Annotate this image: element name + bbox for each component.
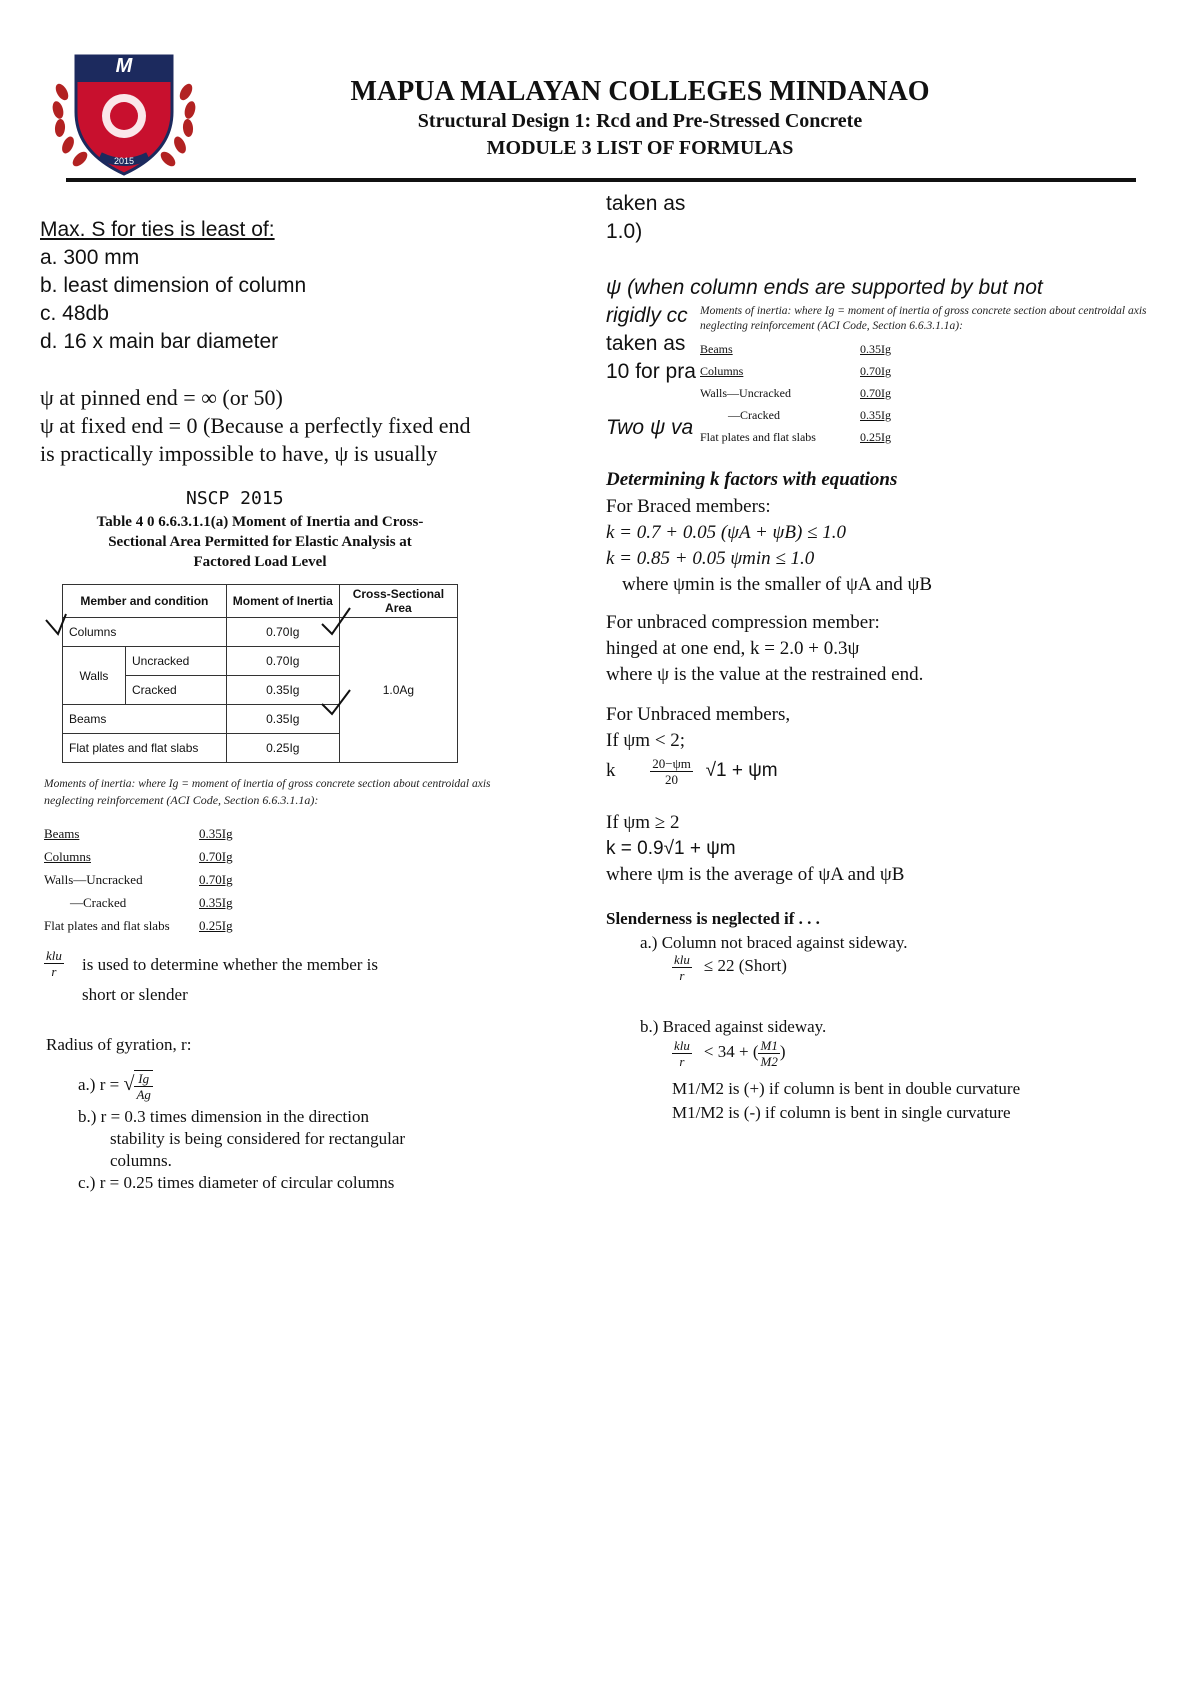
overlay-caption-line2: neglecting reinforcement (ACI Code, Section 6.6.3.1.1a): bbox=[700, 320, 963, 332]
klu-text-line2: short or slender bbox=[82, 985, 188, 1004]
list-item: Walls—Uncracked 0.70Ig bbox=[44, 872, 233, 887]
row-walls-member: Walls bbox=[63, 647, 126, 705]
psi-fixed-line1: ψ at fixed end = 0 (Because a perfectly fixed end bbox=[40, 413, 471, 438]
row-flatplates-member: Flat plates and flat slabs bbox=[63, 734, 227, 763]
psi-fixed-line2: is practically impossible to have, ψ is usually bbox=[40, 441, 438, 466]
nscp-handwritten-note: NSCP 2015 bbox=[186, 488, 284, 509]
inertia-caption-line2: neglecting reinforcement (ACI Code, Section 6.6.3.1.1a): bbox=[44, 793, 319, 807]
inertia-caption bbox=[44, 776, 524, 808]
area-cell: 1.0Ag bbox=[339, 618, 457, 763]
list-item: Flat plates and flat slabs 0.25Ig bbox=[700, 430, 891, 444]
check-icon bbox=[322, 690, 350, 714]
checkmark-icons bbox=[44, 600, 444, 720]
k-factor-title: Determining k factors with equations bbox=[606, 469, 898, 490]
list-item: Walls—Uncracked 0.70Ig bbox=[700, 386, 891, 400]
ties-item-b: b. least dimension of column bbox=[40, 274, 307, 297]
ties-item-d: d. 16 x main bar diameter bbox=[40, 330, 279, 353]
module-title: MODULE 3 LIST OF FORMULAS bbox=[486, 137, 794, 159]
k-equation-1: k = 0.7 + 0.05 (ψA + ψB) ≤ 1.0 bbox=[606, 522, 846, 543]
m-ratio-double: M1/M2 is (+) if column is bent in double curvature bbox=[672, 1079, 1021, 1098]
slender-b: b.) Braced against sideway. bbox=[640, 1017, 827, 1036]
klu-fraction: $\frac{\text{klu}}{r}$ bbox=[46, 948, 62, 979]
two-psi: Two ψ va bbox=[606, 416, 694, 439]
row-walls-cracked-inertia: 0.35Ig bbox=[226, 676, 339, 705]
radius-b-line3: columns. bbox=[110, 1151, 172, 1170]
inertia-caption-line1: Moments of inertia: where Ig = moment of inertia of gross concrete section about centroidal axis bbox=[44, 778, 491, 790]
overlay-inertia-list bbox=[700, 338, 1180, 448]
row-walls-uncracked-inertia: 0.70Ig bbox=[226, 647, 339, 676]
row-columns-member: Columns bbox=[63, 618, 227, 647]
unbraced-title: For unbraced compression member: bbox=[606, 612, 880, 633]
hinged-equation: hinged at one end, k = 2.0 + 0.3ψ bbox=[606, 638, 860, 659]
braced-title: For Braced members: bbox=[606, 496, 771, 517]
slender-a-condition: $\frac{\text{klu}}{r}$ ≤ 22 (Short) bbox=[674, 952, 787, 983]
taken-as-2: taken as bbox=[606, 332, 686, 355]
radius-b-line1: b.) r = 0.3 times dimension in the direction bbox=[78, 1107, 369, 1126]
row-walls-uncracked: Uncracked bbox=[126, 647, 227, 676]
logo-year: 2015 bbox=[113, 156, 135, 166]
list-item: —Cracked 0.35Ig bbox=[728, 408, 891, 422]
k-where: where ψmin is the smaller of ψA and ψB bbox=[622, 574, 933, 595]
row-beams-inertia: 0.35Ig bbox=[226, 705, 339, 734]
list-item: Beams 0.35Ig bbox=[700, 342, 891, 356]
klu-text-line1: is used to determine whether the member is bbox=[82, 955, 378, 974]
row-columns-inertia: 0.70Ig bbox=[226, 618, 339, 647]
table-title bbox=[60, 512, 460, 572]
check-icon bbox=[46, 614, 66, 634]
unbraced-members: For Unbraced members, bbox=[606, 704, 791, 725]
taken-as: taken as bbox=[606, 192, 686, 215]
table-title-line2: Sectional Area Permitted for Elastic Analysis at bbox=[108, 534, 412, 550]
table-title-line3: Factored Load Level bbox=[193, 554, 327, 570]
psi-support-line2: rigidly cc bbox=[606, 304, 688, 327]
one-value: 1.0) bbox=[606, 220, 643, 243]
inertia-list bbox=[44, 822, 233, 937]
list-item: —Cracked 0.35Ig bbox=[70, 895, 233, 910]
header-area: Cross-Sectional Area bbox=[339, 585, 457, 618]
if-psi-less: If ψm < 2; bbox=[606, 730, 686, 751]
radius-title: Radius of gyration, r: bbox=[46, 1035, 192, 1054]
if-psi-greater: If ψm ≥ 2 bbox=[606, 812, 680, 833]
ties-item-c: c. 48db bbox=[40, 302, 109, 325]
header-inertia: Moment of Inertia bbox=[226, 585, 339, 618]
ties-item-a: a. 300 mm bbox=[40, 246, 140, 269]
overlay-inertia-box bbox=[700, 304, 1180, 474]
header-divider bbox=[66, 178, 1136, 182]
radius-b-line2: stability is being considered for rectangular bbox=[110, 1129, 406, 1148]
slender-a: a.) Column not braced against sideway. bbox=[640, 933, 908, 952]
row-flatplates-inertia: 0.25Ig bbox=[226, 734, 339, 763]
table-title-line1: Table 4 0 6.6.3.1.1(a) Moment of Inertia and Cross- bbox=[96, 514, 424, 530]
header-member: Member and condition bbox=[63, 585, 227, 618]
school-name: MAPUA MALAYAN COLLEGES MINDANAO bbox=[350, 76, 930, 107]
psi-pinned: ψ at pinned end = ∞ (or 50) bbox=[40, 385, 283, 410]
m-ratio-single: M1/M2 is (-) if column is bent in single curvature bbox=[672, 1103, 1011, 1122]
hinged-where: where ψ is the value at the restrained end. bbox=[606, 664, 924, 685]
k-equation-3: k = 0.9√1 + ψm bbox=[606, 838, 736, 859]
radius-c: c.) r = 0.25 times diameter of circular columns bbox=[78, 1173, 395, 1192]
psi-support-line1: ψ (when column ends are supported by but not bbox=[606, 276, 1043, 299]
course-title: Structural Design 1: Rcd and Pre-Stressed Concrete bbox=[417, 110, 863, 132]
k-equation-2: k = 0.85 + 0.05 ψmin ≤ 1.0 bbox=[606, 548, 815, 569]
ten-for: 10 for pra bbox=[606, 360, 696, 383]
check-icon bbox=[322, 608, 350, 634]
ties-title: Max. S for ties is least of: bbox=[40, 218, 275, 241]
slenderness-title: Slenderness is neglected if . . . bbox=[606, 909, 820, 928]
overlay-caption-line1: Moments of inertia: where Ig = moment of inertia of gross concrete section about centroidal axis bbox=[700, 305, 1147, 317]
k-unbraced-eq: k $\frac{20-\psi m}{20}$ √1 + ψm bbox=[606, 756, 778, 787]
k-where-2: where ψm is the average of ψA and ψB bbox=[606, 864, 905, 885]
list-item: Beams 0.35Ig bbox=[44, 826, 233, 841]
list-item: Columns 0.70Ig bbox=[700, 364, 891, 378]
row-walls-cracked: Cracked bbox=[126, 676, 227, 705]
list-item: Columns 0.70Ig bbox=[44, 849, 233, 864]
slender-b-condition: $\frac{\text{klu}}{r}$ < 34 + ( $\frac{M1}{M2}$ ) bbox=[674, 1038, 786, 1069]
list-item: Flat plates and flat slabs 0.25Ig bbox=[44, 918, 233, 933]
logo-mark: M bbox=[115, 55, 133, 77]
row-beams-member: Beams bbox=[63, 705, 227, 734]
radius-a: a.) r = √ $\frac{Ig}{Ag}$ bbox=[78, 1071, 151, 1102]
